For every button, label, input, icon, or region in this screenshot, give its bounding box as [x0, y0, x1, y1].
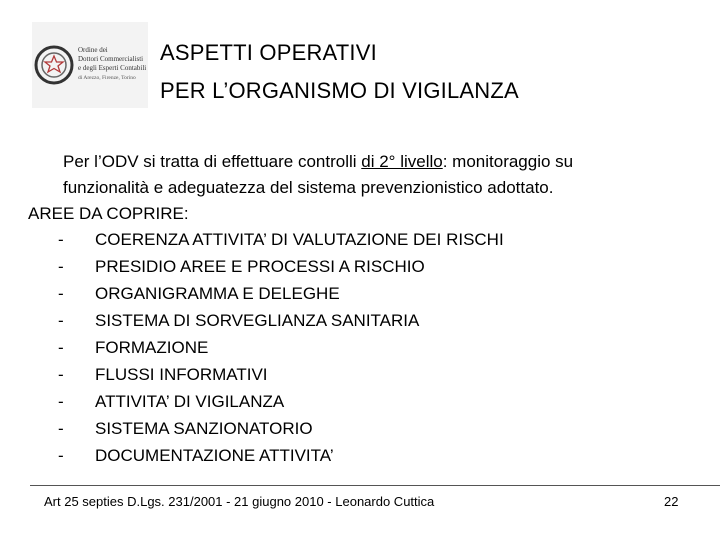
list-item: [58, 227, 504, 254]
list-item-label: SISTEMA SANZIONATORIO: [95, 419, 313, 438]
footer-text: Art 25 septies D.Lgs. 231/2001 - 21 giugno 2010 - Leonardo Cuttica: [44, 494, 435, 509]
list-item-label: COERENZA ATTIVITA’ DI VALUTAZIONE DEI RISCHI: [95, 230, 504, 249]
list-item-label: ATTIVITA’ DI VIGILANZA: [95, 392, 285, 411]
intro-line-1: [63, 149, 703, 175]
list-item-label: PRESIDIO AREE E PROCESSI A RISCHIO: [95, 257, 425, 276]
logo-line-2: Dottori Commercialisti: [78, 55, 144, 63]
logo-line-3: e degli Esperti Contabili: [78, 64, 147, 72]
intro-underlined-text: di 2° livello: [361, 152, 443, 171]
list-item: [58, 254, 504, 281]
areas-heading: AREE DA COPRIRE:: [28, 204, 189, 223]
list-item: [58, 443, 504, 470]
order-logo: [32, 22, 148, 108]
dash-bullet: -: [58, 230, 64, 249]
slide-title: [160, 34, 519, 110]
list-item: [58, 416, 504, 443]
dash-bullet: -: [58, 392, 64, 411]
list-item: [58, 389, 504, 416]
list-item-label: FORMAZIONE: [95, 338, 209, 357]
list-item-label: SISTEMA DI SORVEGLIANZA SANITARIA: [95, 311, 420, 330]
list-item: [58, 281, 504, 308]
page-number: 22: [664, 494, 679, 509]
intro-paragraph: [63, 149, 703, 201]
dash-bullet: -: [58, 284, 64, 303]
dash-bullet: -: [58, 257, 64, 276]
title-line-2: PER L’ORGANISMO DI VIGILANZA: [160, 78, 519, 103]
dash-bullet: -: [58, 365, 64, 384]
footer-divider: [30, 485, 720, 486]
list-item-label: FLUSSI INFORMATIVI: [95, 365, 268, 384]
dash-bullet: -: [58, 338, 64, 357]
areas-list: [58, 227, 504, 470]
dash-bullet: -: [58, 311, 64, 330]
list-item: [58, 335, 504, 362]
dash-bullet: -: [58, 419, 64, 438]
logo-line-1: Ordine dei: [78, 46, 108, 54]
intro-line-2: funzionalità e adeguatezza del sistema prevenzionistico adottato.: [63, 178, 554, 197]
list-item-label: ORGANIGRAMMA E DELEGHE: [95, 284, 340, 303]
list-item: [58, 362, 504, 389]
intro-text-before: Per l’ODV si tratta di effettuare controlli: [63, 152, 362, 171]
list-item-label: DOCUMENTAZIONE ATTIVITA’: [95, 446, 334, 465]
intro-text-after: : monitoraggio su: [442, 152, 574, 171]
title-line-1: ASPETTI OPERATIVI: [160, 40, 377, 65]
logo-line-4: di Arezzo, Firenze, Torino: [78, 75, 136, 81]
list-item: [58, 308, 504, 335]
dash-bullet: -: [58, 446, 64, 465]
